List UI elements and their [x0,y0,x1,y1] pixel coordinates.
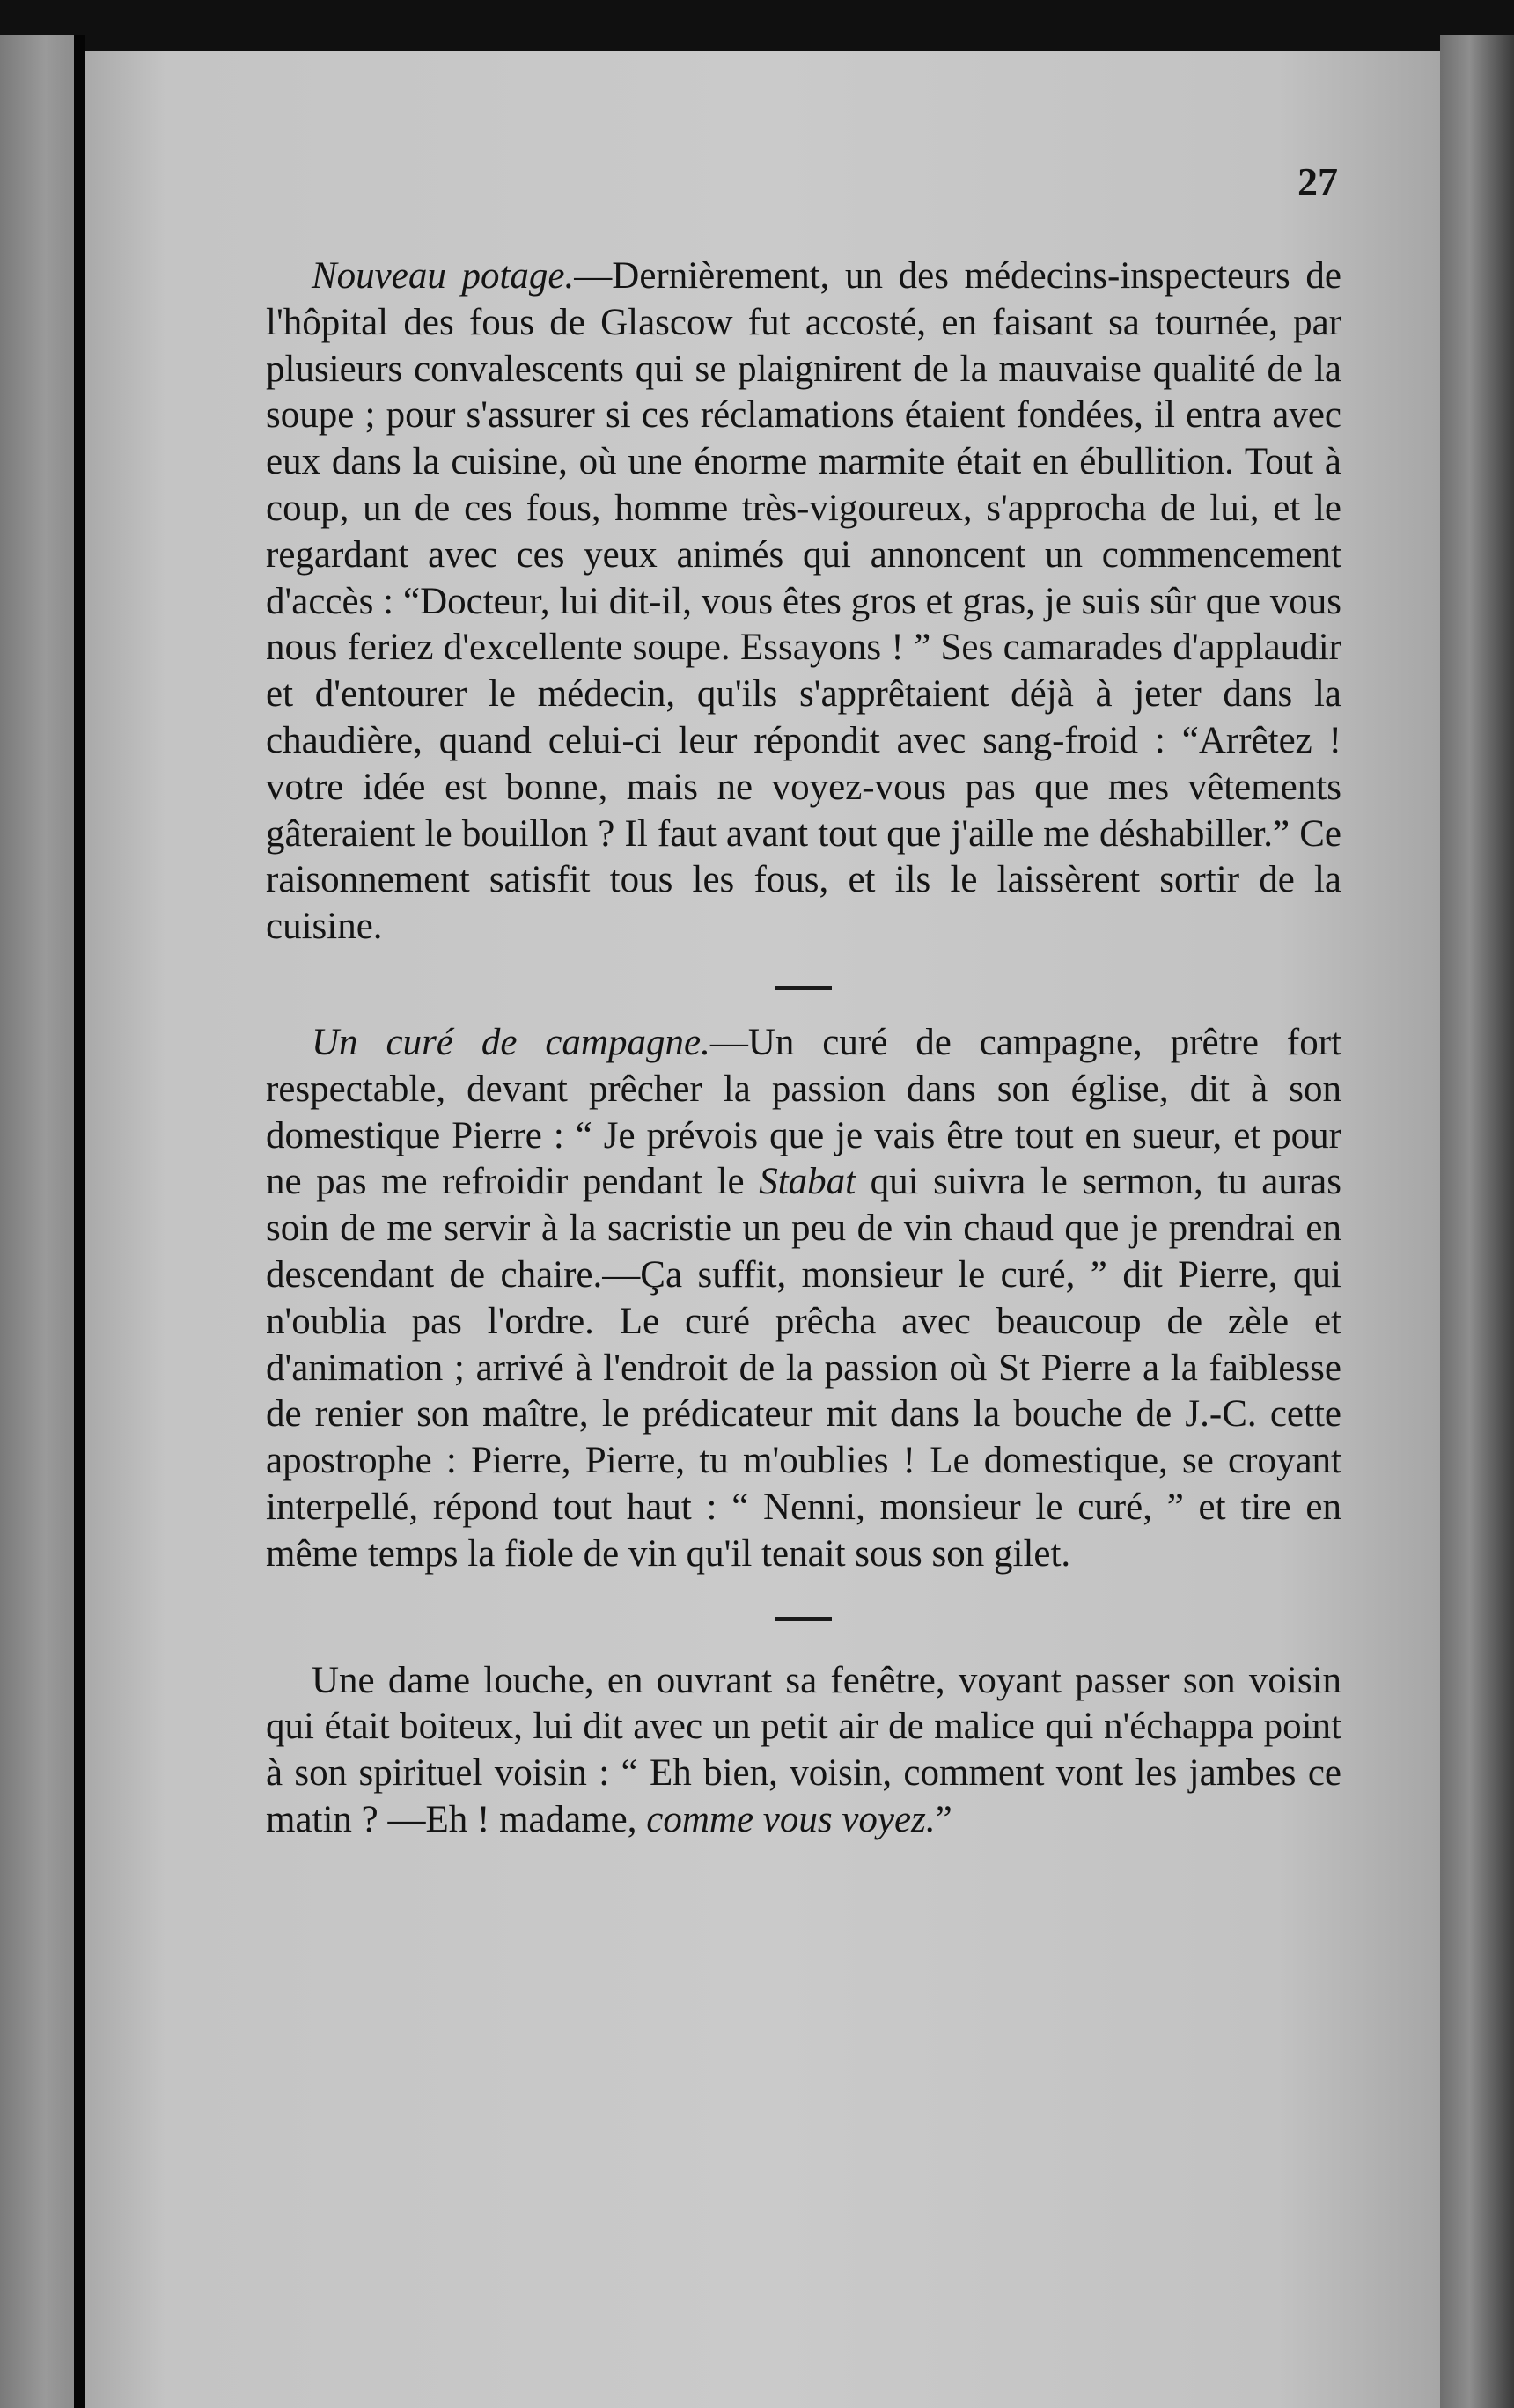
anecdote-body: Une dame louche, en ouvrant sa fenêtre, voyant passer son voisin qui était boiteux, lui dit avec un petit air de malice qui n'échappa point à son spirituel voisin : “ Eh bien, voisin, comment vont les jambes ce matin ? —Eh ! madame, [266,1659,1341,1840]
section-separator [775,1617,832,1621]
anecdote-paragraph [266,1658,1341,1844]
section-separator [775,986,832,990]
anecdote-body: qui suivra le sermon, tu auras soin de me servir à la sacristie un peu de vin chaud que je prendrai en descendant de chaire.—Ça suffit, monsieur le curé, ” dit Pierre, qui n'oublia pas l'ordre. Le curé prêcha avec beaucoup de zèle et d'animation ; arrivé à l'endroit de la passion où St Pierre a la faiblesse de renier son maître, le prédicateur mit dans la bouche de J.-C. cette apostrophe : Pierre, Pierre, tu m'oublies ! Le domestique, se croyant interpellé, répond tout haut : “ Nenni, monsieur le curé, ” et tire en même temps la fiole de vin qu'il tenait sous son gilet. [266,1161,1342,1575]
gutter-shadow [74,35,85,2408]
emphasis-text: Stabat [759,1161,856,1203]
anecdote-body: ” [935,1798,952,1840]
anecdote-paragraph [266,253,1341,951]
page-number: 27 [1297,159,1338,204]
anecdote-body: —Un curé de campagne, prêtre fort respectable, devant prêcher la passion dans son église, dit à son domestique Pierre : “ Je prévois que je vais être tout en sueur, et pour ne pas me refroidir pendant le [266,1021,1341,1203]
page-edge-shadow [1440,35,1514,2408]
emphasis-text: comme vous voyez. [646,1798,936,1840]
facing-page-edge [0,35,76,2408]
page-text [266,253,1341,1844]
anecdote-title: Nouveau potage. [312,255,575,297]
anecdote-paragraph [266,1020,1341,1578]
anecdote-body: —Dernièrement, un des médecins-inspecteurs de l'hôpital des fous de Glascow fut accosté, en faisant sa tournée, par plusieurs convalescents qui se plaignirent de la mauvaise qualité de la soupe ; pour s'assurer si ces réclamations étaient fondées, il entra avec eux dans la cuisine, où une énorme marmite était en ébullition. Tout à coup, un de ces fous, homme très-vigoureux, s'approcha de lui, et le regardant avec ces yeux animés qui annoncent un commencement d'accès : “Docteur, lui dit-il, vous êtes gros et gras, je suis sûr que vous nous feriez d'excellente soupe. Essayons ! ” Ses camarades d'applaudir et d'entourer le médecin, qu'ils s'apprêtaient déjà à jeter dans la chaudière, quand celui-ci leur répondit avec sang-froid : “Arrêtez ! votre idée est bonne, mais ne voyez-vous pas que mes vêtements gâteraient le bouillon ? Il faut avant tout que j'aille me déshabiller.” Ce raisonnement satisfit tous les fous, et ils le laissèrent sortir de la cuisine. [266,255,1342,948]
anecdote-title: Un curé de campagne. [312,1021,710,1063]
